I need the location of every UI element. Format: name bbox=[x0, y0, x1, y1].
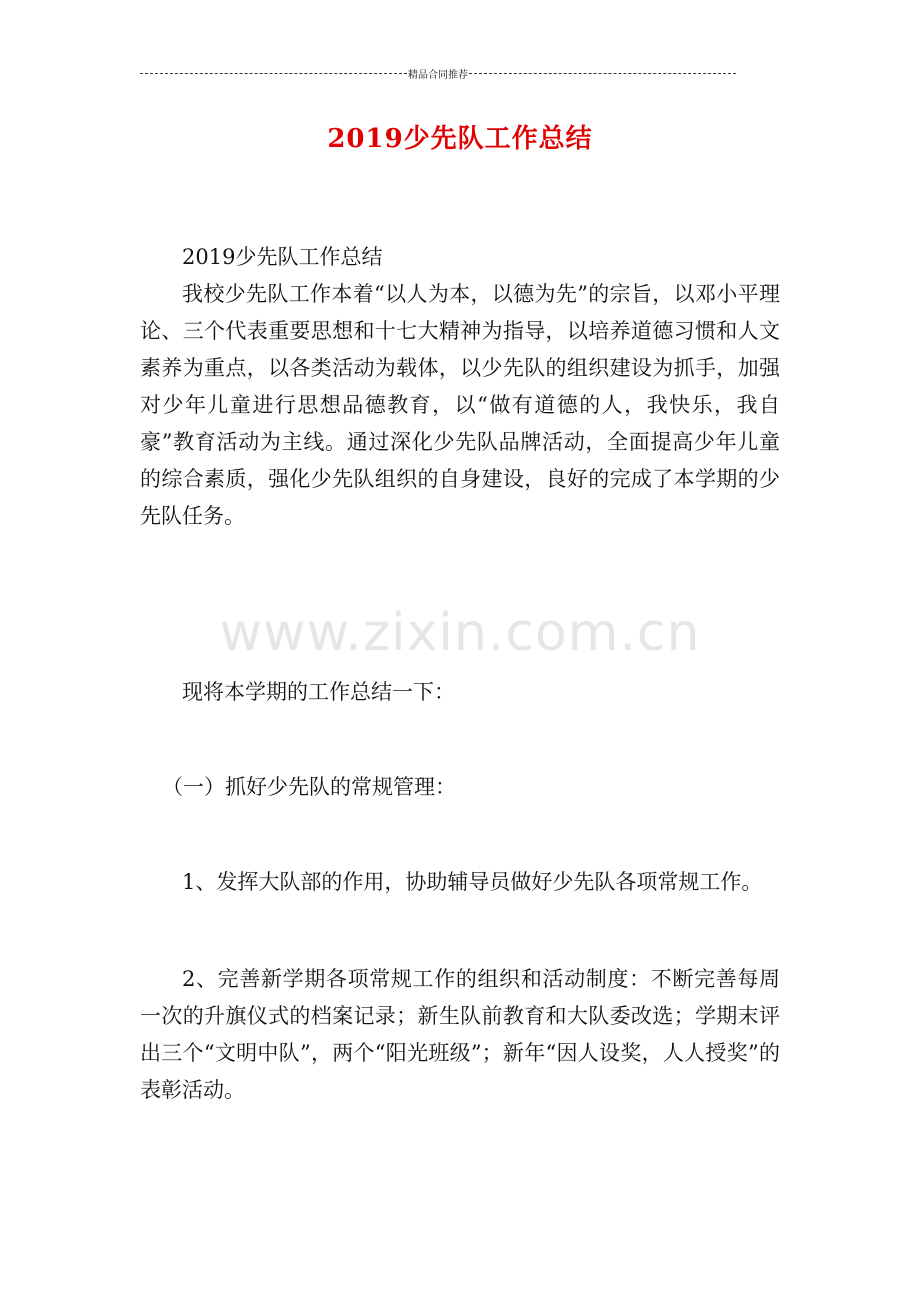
list-item-1: 1、发挥大队部的作用，协助辅导员做好少先队各项常规工作。 bbox=[182, 870, 763, 894]
header-line bbox=[140, 66, 736, 80]
header-dash-left bbox=[140, 73, 407, 74]
document-title: 2019少先队工作总结 bbox=[327, 124, 593, 154]
paragraph-block-4 bbox=[140, 864, 780, 901]
document-subtitle: 2019少先队工作总结 bbox=[182, 245, 383, 269]
list-item-2: 2、完善新学期各项常规工作的组织和活动制度：不断完善每周一次的升旗仪式的档案记录；新生队前教育和大队委改选；学期末评出三个“文明中队”，两个“阳光班级”；新年“因人设奖，人人授奖”的表彰活动。 bbox=[140, 967, 780, 1102]
paragraph-intro: 我校少先队工作本着“以人为本，以德为先”的宗旨，以邓小平理论、三个代表重要思想和十七大精神为指导，以培养道德习惯和人文素养为重点，以各类活动为载体，以少先队的组织建设为抓手，加强对少年儿童进行思想品德教育，以“做有道德的人，我快乐，我自豪”教育活动为主线。通过深化少先队品牌活动，全面提高少年儿童的综合素质，强化少先队组织的自身建设，良好的完成了本学期的少先队任务。 bbox=[140, 282, 780, 528]
section-heading-1: （一）抓好少先队的常规管理： bbox=[162, 775, 456, 799]
paragraph-block-2 bbox=[140, 674, 780, 711]
header-label: 精品合同推荐 bbox=[408, 69, 468, 81]
paragraph-block-3 bbox=[140, 769, 780, 806]
header-dash-right bbox=[469, 73, 736, 74]
paragraph-summary-lead: 现将本学期的工作总结一下： bbox=[182, 680, 455, 704]
document-subtitle-block bbox=[140, 239, 780, 535]
watermark: www.zixin.com.cn bbox=[219, 603, 701, 663]
paragraph-block-5 bbox=[140, 961, 780, 1109]
